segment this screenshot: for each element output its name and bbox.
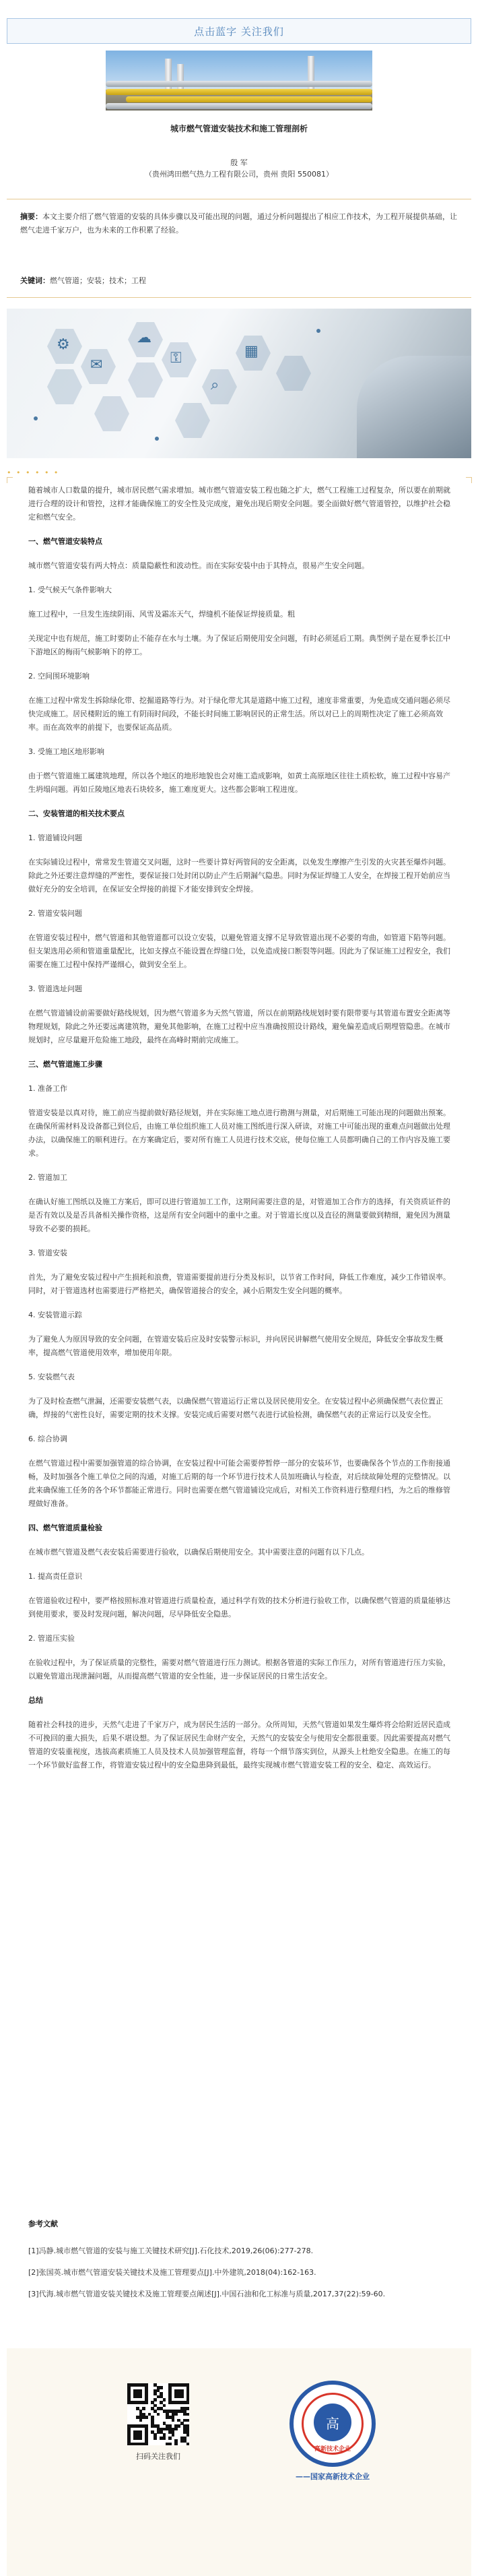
- paragraph: 在管道验收过程中，要严格按照标准对管道进行质量检查，通过科学有效的技术分析进行验收工作，以确保燃气管道的质量能够达到使用要求，要及时发现问题，解决问题，尽早降低安全隐患。: [28, 1596, 450, 1619]
- qr-module: [139, 2419, 143, 2422]
- paragraph: 为了避免人为原因导致的安全问题，在管道安装后应及时安装警示标识，并向居民讲解燃气使用安全规范，降低安全事故发生概率，提高燃气管道使用效率，增加使用年限。: [28, 1335, 443, 1357]
- paragraph: 在实际铺设过程中，常常发生管道交叉问题，这时一些要计算好两管间的安全距离，以免发生摩擦产生引发的火灾甚至爆炸问题。除此之外还要注意焊缝的严密性，要保证接口处封闭以防止产生后期漏气隐患。同时为保证焊缝工人安全，在焊接工程开始前应当做好充分的安全培训，在保证安全焊接的前提下才能安排到安全焊接。: [28, 858, 450, 893]
- qr-module: [186, 2433, 190, 2437]
- qr-module: [172, 2419, 175, 2422]
- qr-module: [163, 2437, 166, 2440]
- abstract: [20, 210, 458, 237]
- paragraph: 施工过程中，一旦发生连续阴雨、风雪及霜冻天气，焊缝机不能保证焊接质量。粗: [28, 610, 295, 619]
- qr-module: [174, 2443, 178, 2446]
- badge-mark: 高: [314, 2404, 351, 2441]
- paragraph: 为了及时检查燃气泄漏，还需要安装燃气表，以确保燃气管道运行正常以及居民使用安全。在安装过程中必须确保燃气表位置正确，焊接的气密性良好，需要定期的技术支撑。安装完成后需要对燃气表进行试验检测，确保燃气表的正常运行以及安全性。: [28, 1397, 443, 1419]
- qr-module: [186, 2413, 190, 2416]
- cloud-icon: ☁: [137, 329, 151, 346]
- qr-module: [186, 2443, 190, 2446]
- paragraph: 在施工过程中常发生拆除绿化带、挖掘道路等行为。对于绿化带尤其是道路中施工过程，速度非常重要，为免造成交通问题必须尽快完成施工。居民楼附近的施工有阴雨时间段，不能长时间施工影响居民的正常生活。所以对已上的周期性决定了施工必须高效率。而在高效率的前提下，也要保证高品质。: [28, 696, 450, 732]
- chart-icon: ▦: [244, 343, 259, 360]
- paragraph: 1. 准备工作: [28, 1084, 67, 1093]
- qr-module: [153, 2398, 157, 2401]
- paragraph: 管道安装是以真对待，施工前应当提前做好路径规划，并在实际施工地点进行勘测与测量，对后期施工可能出现的问题做出预案。在确保所需材料及设备都已到位后，由施工单位组织施工人员对施工图纸进行深入研读，对施工中可能出现的重难点问题做出处理办法，以确保施工的顺利进行。在方案确定后，要对所有施工人员进行技术交底，使每位施工人员都明确自己的工作内容及施工要求。: [28, 1108, 450, 1158]
- article-title: 城市燃气管道安装技术和施工管理剖析: [170, 124, 308, 133]
- header-image: [106, 51, 372, 111]
- paragraph: 1. 提高责任意识: [28, 1572, 82, 1581]
- paragraph: 2. 管道加工: [28, 1173, 67, 1182]
- decor-dots: • • • • • •: [7, 468, 60, 477]
- divider: [7, 297, 471, 298]
- follow-banner[interactable]: [7, 18, 471, 44]
- node-dot: [34, 416, 38, 420]
- paragraph: 在城市燃气管道及燃气表安装后需要进行验收，以确保后期使用安全。其中需要注意的问题有以下几点。: [28, 1548, 369, 1557]
- paragraph: 在管道安装过程中，燃气管道和其他管道都可以设立安装，以避免管道支撑不足导致管道出现不必要的弯曲，如管道下陷等问题。但支架选用必须和管道重量配比，比如支撑点不能设置在焊缝口处，以免造成接口断裂等问题。因此为了保证施工过程安全，我们需要在施工过程中保持严谨细心，做到安全至上。: [28, 933, 450, 969]
- hex-shape: [276, 356, 311, 391]
- qr-label: 扫码关注我们: [136, 2452, 180, 2461]
- hex-shape: [94, 396, 129, 431]
- section-heading: 三、燃气管道施工步骤: [28, 1060, 102, 1069]
- mail-icon: ✉: [90, 356, 103, 373]
- qr-module: [157, 2413, 160, 2416]
- keywords-label: 关键词：: [20, 276, 50, 285]
- references: [28, 2218, 452, 2309]
- hero-pipe: [106, 89, 372, 95]
- hand-figure: [357, 356, 471, 458]
- paragraph: 2. 管道压实验: [28, 1634, 75, 1643]
- hero-tower: [177, 64, 184, 91]
- section-heading: 总结: [28, 1696, 43, 1705]
- corner-bracket: [466, 477, 472, 483]
- section-heading: 二、安装管道的相关技术要点: [28, 809, 125, 818]
- reference-item: [1]冯静.城市燃气管道的安装与施工关键技术研究[J].石化技术,2019,26(06):277-278.: [28, 2247, 314, 2255]
- paragraph: 3. 管道选址问题: [28, 984, 82, 993]
- qr-module: [142, 2407, 145, 2410]
- paragraph: 1. 受气候天气条件影响大: [28, 586, 112, 594]
- paragraph: 关现定中也有规范，施工时要防止不能存在水与土壤。为了保证后期使用安全问题，有时必须延后工期。典型例子是在夏季长江中下游地区的梅雨气候影响下的停工。: [28, 634, 450, 656]
- paragraph: 在燃气管道过程中需要加强管道的综合协调，在安装过程中可能会需要停暂停一部分的安装环节，也要确保各个节点的工作衔接通畅，及时加强各个施工单位之间的沟通，对施工后期的每一个环节进行技术人员加班确认与检查，对后续故障处理的完整情况。以此来确保施工任务的各个环节都能正常进行。同时也需要在燃气管道铺设完成后，对相关工作资料进行整理归档，为之后的维修管理做好准备。: [28, 1459, 450, 1508]
- paragraph: 4. 安装管道示踪: [28, 1311, 82, 1319]
- paragraph: 5. 安装燃气表: [28, 1373, 75, 1381]
- settings-icon: ⚙: [57, 336, 70, 353]
- references-heading: 参考文献: [28, 2220, 58, 2228]
- qr-module: [172, 2433, 175, 2437]
- corner-bracket: [7, 477, 13, 483]
- node-dot: [155, 437, 159, 441]
- section-heading: 四、燃气管道质量检验: [28, 1523, 102, 1532]
- keywords-text: 燃气管道；安装；技术；工程: [50, 276, 146, 285]
- hero-pipe: [126, 96, 372, 102]
- article-body: [28, 484, 452, 1783]
- qr-module: [174, 2413, 178, 2416]
- follow-prompt[interactable]: 点击蓝字 关注我们: [194, 25, 284, 38]
- paragraph: 2. 空间围环境影响: [28, 672, 90, 681]
- paragraph: 由于燃气管道施工属建筑地理，所以各个地区的地形地貌也会对施工造成影响，如黄土高原地区往往土质松软，施工过程中容易产生坍塌问题。再如丘陵地区地表石块较多，施工难度更大。这些都会影响工程进度。: [28, 772, 450, 794]
- paragraph: 随着城市人口数量的提升，城市居民燃气需求增加。城市燃气管道安装工程也随之扩大，燃气工程施工过程复杂，所以要在前期就进行合理的设计和管控，这样才能确保施工的安全性及完成度，避免出现后期安全问题。要全面做好燃气管道管控，以维护社会稳定和燃气安全。: [28, 486, 450, 522]
- qr-module: [163, 2404, 166, 2408]
- reference-item: [3]代海.城市燃气管道安装关键技术及施工管理要点阐述[J].中国石油和化工标准与质量,2017,37(22):59-60.: [28, 2290, 386, 2298]
- badge-label: ——国家高新技术企业: [296, 2472, 370, 2481]
- paragraph: 3. 受施工地区地形影响: [28, 747, 104, 756]
- node-dot: [316, 329, 320, 333]
- qr-module: [168, 2437, 172, 2440]
- qr-module: [145, 2401, 148, 2404]
- qr-module: [186, 2407, 190, 2410]
- qr-module: [160, 2386, 163, 2389]
- paragraph: 在验收过程中，为了保证质量的完整性，需要对燃气管道进行压力测试。根据各管道的实际工作压力，对所有管道进行压力实验，以避免管道出现泄漏问题，从而提高燃气管道的安全性能，进一步保证居民的日常生活安全。: [28, 1658, 450, 1680]
- paragraph: 在燃气管道铺设前需要做好路线规划，因为燃气管道多为天然气管道，所以在前期路线规划时要有限带要与其管道布置安全距离等物理规划，除此之外还要远离建筑物，避免其他影响，在施工过程中应当准确按照设计路线，避免偏差造成后期埋管隐患。在城市规划时，应尽量避开危险施工地段，最终在高峰时期前完成施工。: [28, 1009, 450, 1044]
- qr-module: [163, 2398, 166, 2401]
- qr-module: [177, 2424, 180, 2428]
- tech-illustration: [7, 309, 471, 458]
- article-affiliation: （贵州鸿田燃气热力工程有限公司，贵州 贵阳 550081）: [145, 170, 333, 179]
- qr-module: [139, 2395, 143, 2399]
- qr-code[interactable]: [127, 2383, 189, 2445]
- lock-icon: ⚿: [170, 350, 182, 367]
- hex-shape: [175, 403, 210, 438]
- paragraph: 1. 管道铺设问题: [28, 834, 82, 842]
- qr-module: [153, 2437, 157, 2440]
- paragraph: 2. 管道安装问题: [28, 909, 82, 918]
- qr-module: [145, 2416, 148, 2419]
- qr-module: [186, 2401, 190, 2404]
- abstract-label: 摘要：: [20, 212, 42, 221]
- qr-module: [139, 2437, 143, 2440]
- footer: [7, 2348, 471, 2576]
- qr-module: [145, 2443, 148, 2446]
- paragraph: 首先，为了避免安装过程中产生损耗和浪费，管道需要提前进行分类及标识，以节省工作时间，降低工作难度，减少工作错误率。同时，对于管道选材也需要进行严格把关，确保管道接合的安全，减小后期发生安全问题的概率。: [28, 1273, 450, 1295]
- hero-pipe: [106, 103, 372, 109]
- qr-module: [174, 2428, 178, 2431]
- keywords: [20, 275, 458, 286]
- hex-shape: [202, 369, 237, 404]
- company-badge: [289, 2381, 376, 2467]
- section-heading: 一、燃气管道安装特点: [28, 537, 102, 546]
- hex-shape: [128, 363, 163, 398]
- article-author: 殷 军: [230, 158, 248, 167]
- paragraph: 城市燃气管道安装有两大特点：质量隐蔽性和波动性。而在实际安装中由于其特点，很易产生安全问题。: [28, 561, 369, 570]
- qr-module: [186, 2419, 190, 2422]
- hero-pipe: [106, 81, 372, 87]
- paragraph: 随着社会科技的进步，天然气走进了千家万户，成为居民生活的一部分。众所周知，天然气管道如果发生爆炸将会给附近居民造成不可挽回的重大损失，后果不堪设想。为了保证居民生命财产安全，天然气的安装安全与使用安全都很重要。因此需要提高对燃气管道的安装重视度，选拔高素质施工人员及技术人员加强管理监督，将每一个细节落实到位，从源头上杜绝安全隐患。在施工的每一个环节做好监督工作，将管道安装过程中的安全隐患降到最低，最终实现城市燃气管道安装工程的安全、稳定、高效运行。: [28, 1720, 450, 1769]
- search-icon: ⌕: [211, 377, 219, 394]
- paragraph: 3. 管道安装: [28, 1249, 67, 1257]
- abstract-text: 本文主要介绍了燃气管道的安装的具体步骤以及可能出现的问题，通过分析问题提出了相应工作技术，为工程开展提供基础，让燃气走进千家万户，也为未来的工作积累了经验。: [20, 212, 457, 234]
- qr-module: [168, 2443, 172, 2446]
- hex-shape: [47, 369, 82, 404]
- badge-text: 高新技术企业: [314, 2446, 351, 2453]
- reference-item: [2]张国英.城市燃气管道安装关键技术及施工管理要点[J].中外建筑,2018(04):162-163.: [28, 2268, 316, 2277]
- paragraph: 在确认好施工图纸以及施工方案后，即可以进行管道加工工作，这期间需要注意的是，对管道加工合作方的选择，有关资质证件的是否有效以及是否具备相关操作资格，这是所有安全问题中的重中之重。对于管道长度以及直径的测量要做到精细，避免因为测量导致不必要的损耗。: [28, 1197, 450, 1233]
- paragraph: 6. 综合协调: [28, 1435, 67, 1443]
- qr-module: [180, 2395, 184, 2399]
